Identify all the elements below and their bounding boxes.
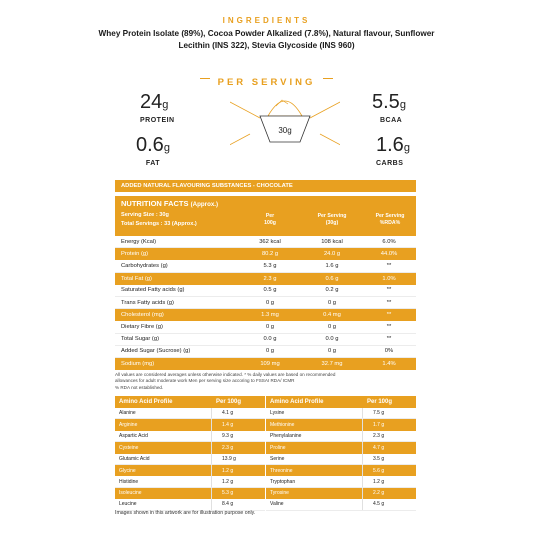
protein-label: PROTEIN bbox=[140, 117, 175, 124]
serving-value: 0 g bbox=[327, 323, 337, 330]
rda-value: 0% bbox=[384, 348, 394, 355]
amino-name: Valine bbox=[266, 499, 363, 509]
amino-name: Histidine bbox=[115, 476, 212, 486]
col-rda-l2: %RDA% bbox=[379, 220, 401, 226]
rda-value: ** bbox=[386, 336, 392, 343]
amino-header-value: Per 100g bbox=[367, 399, 393, 405]
amino-name: Methionine bbox=[266, 419, 363, 430]
table-row bbox=[266, 431, 416, 442]
amino-value: 4.1 g bbox=[222, 410, 234, 417]
per100-value: 0 g bbox=[265, 323, 275, 330]
nutrient-name: Total Sugar (g) bbox=[121, 336, 160, 343]
amino-name: Tryptophan bbox=[266, 476, 363, 486]
protein-stat bbox=[140, 92, 175, 124]
amino-value: 4.7 g bbox=[373, 444, 385, 451]
table-row bbox=[115, 358, 416, 370]
amino-name: Glycine bbox=[115, 465, 212, 476]
amino-value: 5.6 g bbox=[373, 467, 385, 474]
nutrient-name: Carbohydrates (g) bbox=[121, 262, 168, 269]
serving-value: 0.4 mg bbox=[323, 312, 341, 319]
amino-name: Serine bbox=[266, 454, 363, 464]
amino-value: 1.2 g bbox=[222, 467, 234, 474]
total-servings: Total Servings : 33 (Approx.) bbox=[121, 221, 197, 227]
amino-value: 2.3 g bbox=[373, 432, 385, 439]
col-rda bbox=[365, 213, 415, 227]
table-row bbox=[115, 442, 265, 453]
table-row bbox=[115, 334, 416, 346]
table-row bbox=[115, 273, 416, 285]
table-row bbox=[115, 465, 265, 476]
fat-stat bbox=[136, 135, 170, 167]
col-per-serving bbox=[302, 213, 362, 227]
per100-value: 0 g bbox=[265, 348, 275, 355]
table-row bbox=[115, 285, 416, 297]
serving-value: 0 g bbox=[327, 348, 337, 355]
table-row bbox=[115, 260, 416, 272]
bcaa-stat bbox=[372, 92, 406, 124]
scoop-label: 30g bbox=[278, 126, 292, 135]
table-row bbox=[266, 488, 416, 499]
table-row bbox=[115, 408, 265, 419]
col-per-serving-l2: (30g) bbox=[325, 220, 339, 226]
table-row bbox=[266, 408, 416, 419]
amino-name: Glutamic Acid bbox=[115, 454, 212, 464]
col-per100g bbox=[250, 213, 290, 227]
rda-value: ** bbox=[386, 262, 392, 269]
per100-value: 0 g bbox=[265, 299, 275, 306]
table-row bbox=[115, 236, 416, 248]
table-row bbox=[266, 442, 416, 453]
per100-value: 2.3 g bbox=[263, 275, 277, 282]
table-row bbox=[115, 309, 416, 321]
carbs-value: 1.6 bbox=[376, 134, 404, 156]
nutrition-title bbox=[121, 199, 218, 208]
footnote-line: allowances for adult moderate work Men per serving size accoring to FSSAI RDA/ ICMR bbox=[115, 378, 295, 384]
col-per100g-l1: Per bbox=[265, 213, 275, 219]
table-row bbox=[266, 476, 416, 487]
col-per100g-l2: 100g bbox=[264, 220, 276, 226]
rda-value: 44.0% bbox=[380, 251, 398, 258]
table-row bbox=[266, 499, 416, 510]
amino-value: 1.4 g bbox=[222, 422, 234, 429]
table-row bbox=[266, 454, 416, 465]
scoop-icon bbox=[230, 92, 340, 157]
ingredients-text: Whey Protein Isolate (89%), Cocoa Powder Alkalized (7.8%), Natural flavour, Sunflower Lecithin (INS 322), Stevia Glycoside (INS 960) bbox=[98, 29, 435, 50]
amino-value: 2.2 g bbox=[373, 490, 385, 497]
amino-value: 5.3 g bbox=[222, 490, 234, 497]
nutrient-name: Sodium (mg) bbox=[121, 360, 155, 367]
table-row bbox=[115, 321, 416, 333]
amino-name: Proline bbox=[266, 442, 363, 453]
carbs-label: CARBS bbox=[376, 160, 404, 167]
serving-value: 32.7 mg bbox=[321, 360, 343, 367]
per-serving-title: PER SERVING bbox=[210, 77, 324, 88]
per100-value: 109 mg bbox=[260, 360, 280, 367]
bcaa-label: BCAA bbox=[380, 117, 403, 124]
fat-value: 0.6 bbox=[136, 134, 164, 156]
nutrition-header bbox=[115, 196, 416, 236]
rda-value: 6.0% bbox=[382, 238, 396, 245]
serving-value: 0 g bbox=[327, 299, 337, 306]
amino-value: 2.3 g bbox=[222, 444, 234, 451]
table-row bbox=[115, 476, 265, 487]
nutrition-footnote bbox=[115, 372, 416, 391]
amino-header bbox=[266, 396, 416, 408]
fat-unit: g bbox=[163, 142, 170, 154]
amino-value: 4.5 g bbox=[373, 501, 385, 508]
amino-name: Arginine bbox=[115, 419, 212, 430]
table-row bbox=[115, 431, 265, 442]
amino-name: Threonine bbox=[266, 465, 363, 476]
nutrient-name: Added Sugar (Sucrose) (g) bbox=[121, 348, 191, 355]
serving-value: 24.0 g bbox=[323, 251, 341, 258]
table-row bbox=[115, 248, 416, 260]
serving-size: Serving Size : 30g bbox=[121, 212, 169, 218]
bcaa-unit: g bbox=[399, 99, 406, 111]
nutrient-name: Total Fat (g) bbox=[121, 275, 152, 282]
serving-value: 0.2 g bbox=[325, 287, 339, 294]
footnote-line: % RDA not established. bbox=[115, 384, 164, 390]
amino-value: 1.7 g bbox=[373, 422, 385, 429]
bcaa-value: 5.5 bbox=[372, 91, 400, 113]
fat-label: FAT bbox=[145, 160, 161, 167]
rda-value: ** bbox=[386, 299, 392, 306]
amino-name: Aspartic Acid bbox=[115, 431, 212, 441]
per100-value: 5.3 g bbox=[263, 262, 277, 269]
nutrient-name: Saturated Fatty acids (g) bbox=[121, 287, 185, 294]
rda-value: ** bbox=[386, 287, 392, 294]
amino-value: 13.9 g bbox=[222, 455, 236, 462]
serving-value: 0.6 g bbox=[325, 275, 339, 282]
table-row bbox=[115, 454, 265, 465]
serving-value: 1.6 g bbox=[325, 262, 339, 269]
nutrition-title-text: NUTRITION FACTS bbox=[121, 199, 189, 208]
amino-name: Cysteine bbox=[115, 442, 212, 453]
amino-value: 8.4 g bbox=[222, 501, 234, 508]
amino-header-name: Amino Acid Profile bbox=[119, 399, 173, 405]
carbs-unit: g bbox=[403, 142, 410, 154]
nutrient-name: Cholesterol (mg) bbox=[121, 312, 164, 319]
col-per-serving-l1: Per Serving bbox=[317, 213, 347, 219]
serving-value: 0.0 g bbox=[325, 336, 339, 343]
table-row bbox=[115, 297, 416, 309]
amino-header-name: Amino Acid Profile bbox=[270, 399, 324, 405]
amino-name: Leucine bbox=[115, 499, 212, 509]
nutrition-title-suffix: (Approx.) bbox=[190, 201, 219, 208]
rda-value: ** bbox=[386, 323, 392, 330]
nutrient-name: Protein (g) bbox=[121, 251, 149, 258]
amino-name: Tyrosine bbox=[266, 488, 363, 499]
table-row bbox=[266, 419, 416, 430]
amino-value: 3.5 g bbox=[373, 455, 385, 462]
rda-value: ** bbox=[386, 312, 392, 319]
nutrient-name: Trans Fatty acids (g) bbox=[121, 299, 174, 306]
nutrient-name: Dietary Fibre (g) bbox=[121, 323, 163, 330]
protein-value: 24 bbox=[140, 91, 163, 113]
table-row bbox=[115, 488, 265, 499]
nutrition-table bbox=[115, 236, 416, 370]
disclaimer: Images shown in this artwork are for illustration purpose only. bbox=[115, 510, 256, 516]
per100-value: 80.2 g bbox=[261, 251, 279, 258]
amino-name: Alanine bbox=[115, 408, 212, 418]
flavour-band: ADDED NATURAL FLAVOURING SUBSTANCES - CHOCOLATE bbox=[115, 180, 416, 192]
amino-table-left bbox=[115, 396, 265, 511]
per100-value: 362 kcal bbox=[259, 238, 281, 245]
amino-header bbox=[115, 396, 265, 408]
table-row bbox=[115, 419, 265, 430]
amino-value: 1.2 g bbox=[373, 478, 385, 485]
rda-value: 1.0% bbox=[382, 275, 396, 282]
per100-value: 0.0 g bbox=[263, 336, 277, 343]
rda-value: 1.4% bbox=[382, 360, 396, 367]
protein-unit: g bbox=[162, 99, 169, 111]
amino-name: Isoleucine bbox=[115, 488, 212, 499]
amino-value: 1.2 g bbox=[222, 478, 234, 485]
footnote-line: All values are considered averages unless otherwise indicated. * % daily values are based on recommended bbox=[115, 372, 336, 377]
amino-value: 7.5 g bbox=[373, 410, 385, 417]
table-row bbox=[115, 346, 416, 358]
table-row bbox=[115, 499, 265, 510]
serving-value: 108 kcal bbox=[321, 238, 343, 245]
amino-value: 9.3 g bbox=[222, 432, 234, 439]
nutrient-name: Energy (Kcal) bbox=[121, 238, 157, 245]
ingredients-title: INGREDIENTS bbox=[222, 16, 311, 25]
table-row bbox=[266, 465, 416, 476]
per-serving-heading bbox=[0, 72, 533, 90]
amino-header-value: Per 100g bbox=[216, 399, 242, 405]
col-rda-l1: Per Serving bbox=[375, 213, 405, 219]
carbs-stat bbox=[376, 135, 410, 167]
per100-value: 1.3 mg bbox=[261, 312, 279, 319]
amino-name: Phenylalanine bbox=[266, 431, 363, 441]
amino-name: Lysine bbox=[266, 408, 363, 418]
amino-table-right bbox=[266, 396, 416, 511]
per100-value: 0.5 g bbox=[263, 287, 277, 294]
